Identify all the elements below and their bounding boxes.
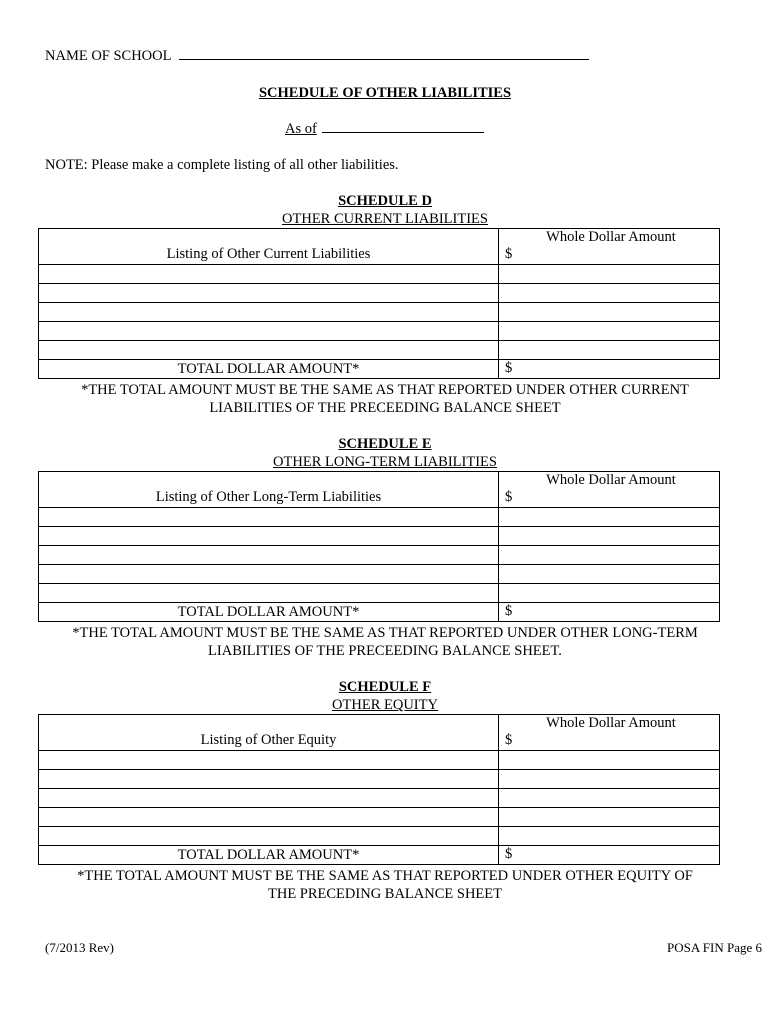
schedule-e-subtitle: OTHER LONG-TERM LIABILITIES — [273, 454, 497, 470]
schedule-d-title: SCHEDULE D — [338, 193, 432, 209]
amount-cell[interactable] — [499, 284, 720, 303]
listing-cell[interactable] — [39, 584, 499, 603]
listing-cell[interactable] — [39, 770, 499, 789]
table-row — [39, 527, 720, 546]
amount-cell[interactable] — [499, 565, 720, 584]
listing-cell[interactable] — [39, 546, 499, 565]
footnote-line: LIABILITIES OF THE PRECEEDING BALANCE SHEET. — [208, 643, 562, 659]
listing-cell[interactable] — [39, 808, 499, 827]
amount-cell[interactable] — [499, 827, 720, 846]
amount-cell[interactable] — [499, 527, 720, 546]
table-row — [39, 789, 720, 808]
note-text: NOTE: Please make a complete listing of all other liabilities. — [45, 157, 399, 173]
listing-cell[interactable] — [39, 827, 499, 846]
amount-cell[interactable] — [499, 508, 720, 527]
total-amount-cell[interactable] — [499, 846, 720, 865]
amount-cell[interactable] — [499, 303, 720, 322]
currency-symbol: $ — [505, 732, 513, 748]
footnote-line: THE PRECEDING BALANCE SHEET — [267, 886, 502, 902]
total-label: TOTAL DOLLAR AMOUNT* — [177, 604, 360, 620]
table-row — [39, 770, 720, 789]
table-row — [39, 508, 720, 527]
table-row — [39, 322, 720, 341]
as-of-label: As of — [285, 121, 317, 137]
amount-cell[interactable] — [499, 584, 720, 603]
listing-cell[interactable] — [39, 565, 499, 584]
table-row — [39, 751, 720, 770]
currency-symbol: $ — [505, 246, 513, 262]
listing-header: Listing of Other Equity — [200, 732, 337, 748]
amount-cell[interactable] — [499, 770, 720, 789]
amount-cell[interactable] — [499, 341, 720, 360]
total-amount-cell[interactable] — [499, 360, 720, 379]
currency-symbol: $ — [505, 489, 513, 505]
schedule-f-title: SCHEDULE F — [338, 679, 432, 695]
schedule-e-title: SCHEDULE E — [338, 436, 432, 452]
listing-cell[interactable] — [39, 789, 499, 808]
amount-cell[interactable] — [499, 789, 720, 808]
table-row — [39, 341, 720, 360]
listing-cell[interactable] — [39, 284, 499, 303]
table-row — [39, 546, 720, 565]
table-row — [39, 827, 720, 846]
amount-cell[interactable] — [499, 322, 720, 341]
amount-header: Whole Dollar Amount — [546, 229, 676, 245]
school-name-field[interactable] — [179, 59, 589, 60]
amount-cell[interactable] — [499, 751, 720, 770]
as-of-row — [285, 121, 484, 138]
table-row — [39, 584, 720, 603]
table-row — [39, 284, 720, 303]
total-amount-cell[interactable] — [499, 603, 720, 622]
listing-cell[interactable] — [39, 751, 499, 770]
school-name-row — [45, 48, 589, 65]
total-label: TOTAL DOLLAR AMOUNT* — [177, 361, 360, 377]
footnote-line: LIABILITIES OF THE PRECEEDING BALANCE SHEET — [209, 400, 561, 416]
schedule-f-subtitle: OTHER EQUITY — [332, 697, 438, 713]
school-name-label: NAME OF SCHOOL — [45, 48, 171, 64]
listing-cell[interactable] — [39, 341, 499, 360]
page-number: POSA FIN Page 6 — [667, 940, 762, 955]
footnote-line: *THE TOTAL AMOUNT MUST BE THE SAME AS THAT REPORTED UNDER OTHER EQUITY OF — [77, 868, 693, 884]
amount-cell[interactable] — [499, 265, 720, 284]
schedule-f-footnote — [0, 867, 770, 903]
schedule-e-footnote — [0, 624, 770, 660]
amount-cell[interactable] — [499, 808, 720, 827]
schedule-d-footnote — [0, 381, 770, 417]
listing-cell[interactable] — [39, 265, 499, 284]
listing-cell[interactable] — [39, 322, 499, 341]
table-row — [39, 808, 720, 827]
schedule-d-table — [38, 228, 720, 379]
revision-label: (7/2013 Rev) — [45, 940, 114, 955]
listing-cell[interactable] — [39, 303, 499, 322]
total-label: TOTAL DOLLAR AMOUNT* — [177, 847, 360, 863]
footnote-line: *THE TOTAL AMOUNT MUST BE THE SAME AS THAT REPORTED UNDER OTHER LONG-TERM — [72, 625, 698, 641]
amount-header: Whole Dollar Amount — [546, 715, 676, 731]
currency-symbol: $ — [505, 360, 513, 376]
as-of-date-field[interactable] — [322, 132, 484, 133]
listing-header: Listing of Other Long-Term Liabilities — [155, 489, 382, 505]
currency-symbol: $ — [505, 846, 513, 862]
table-row — [39, 565, 720, 584]
page-title: SCHEDULE OF OTHER LIABILITIES — [258, 85, 512, 101]
amount-cell[interactable] — [499, 546, 720, 565]
table-row — [39, 265, 720, 284]
listing-header: Listing of Other Current Liabilities — [166, 246, 371, 262]
listing-cell[interactable] — [39, 527, 499, 546]
footnote-line: *THE TOTAL AMOUNT MUST BE THE SAME AS THAT REPORTED UNDER OTHER CURRENT — [81, 382, 689, 398]
currency-symbol: $ — [505, 603, 513, 619]
schedule-d-subtitle: OTHER CURRENT LIABILITIES — [282, 211, 488, 227]
schedule-f-table — [38, 714, 720, 865]
table-row — [39, 303, 720, 322]
listing-cell[interactable] — [39, 508, 499, 527]
schedule-e-table — [38, 471, 720, 622]
amount-header: Whole Dollar Amount — [546, 472, 676, 488]
